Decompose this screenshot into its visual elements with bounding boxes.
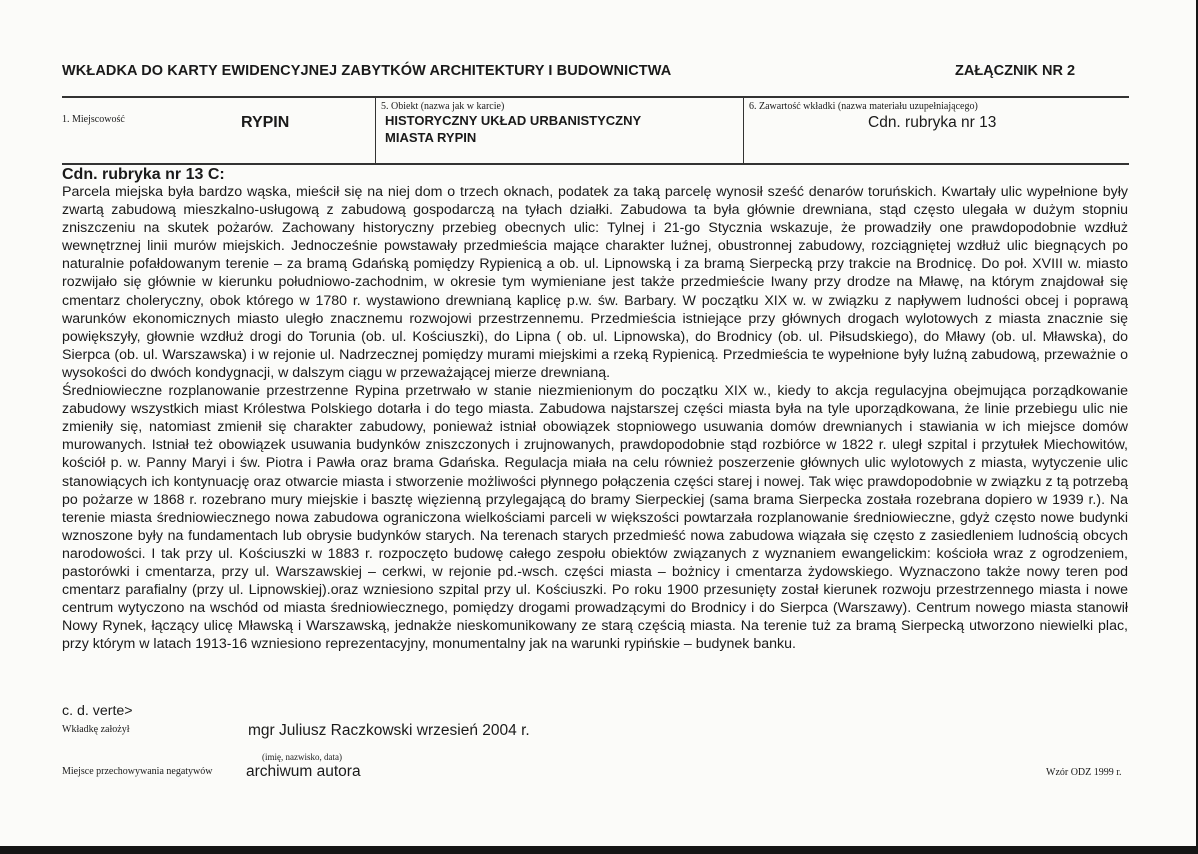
verte-note: c. d. verte>	[62, 703, 133, 719]
body-paragraph: Średniowieczne rozplanowanie przestrzenne Rypina przetrwało w stanie niezmienionym do początku XIX w., kiedy to akcja regulacyjna obejmująca porządkowanie zabudowy wszystkich miast Królestwa Polskiego dotarła i do tego miasta. Zabudowa najstarszej części miasta była na tyle uporządkowana, że linie przebiegu ulic nie zmieniły się, natomiast zmienił się charakter zabudowy, ponieważ istniał obowiązek stopniowego usuwania domów drewnianych i stawiania w ich miejsce domów murowanych. Istniał też obowiązek usuwania budynków zniszczonych i zrujnowanych, prawdopodobnie stąd rozbiórce w 1822 r. uległ szpital i przytułek Miechowitów, kościół p. w. Panny Maryi i św. Piotra i Pawła oraz brama Gdańska. Regulacja miała na celu również poszerzenie głównych ulic wylotowych z miasta, wytyczenie ulic stanowiących ich kontynuację oraz otwarcie miasta i stworzenie możliwości płynnego połączenia części starej i nowej. Tak więc prawdopodobnie w związku z tą potrzebą po pożarze w 1868 r. rozebrano mury miejskie i basztę więzienną przylegającą do bramy Sierpeckiej (sama brama Sierpecka została rozebrana dopiero w 1939 r.). Na terenie miasta średniowiecznego nowa zabudowa ograniczona wielkościami parceli w większości powtarzała rozplanowanie średniowieczne, gdyż często nowe budynki wznoszone były na fundamentach lub obrysie budynków starych. Na terenach starych przedmieść nowa zabudowa wiązała się często z zasiedleniem ludnością obcych narodowości. I tak przy ul. Kościuszki w 1883 r. rozpoczęto budowę całego zespołu obiektów związanych z wyznaniem ewangelickim: kościoła wraz z ogrodzeniem, pastorówki i cmentarza, przy ul. Warszawskiej – cerkwi, w rejonie pd.-wsch. części miasta – bożnicy i cmentarza żydowskiego. Wyznaczono także nowy teren pod cmentarz parafialny (przy ul. Lipnowskiej).oraz wzniesiono szpital przy ul. Kościuszki. Po roku 1900 przesunięty został kierunek rozwoju przestrzennego miasta i nowe centrum wytyczono na wschód od miasta średniowiecznego, pomiędzy drogami prowadzącymi do Brodnicy i do Sierpca (Warszawy). Centrum nowego miasta stanowił Nowy Rynek, łączący ulicę Mławską i Warszawską, jednakże nieskomunikowany ze starą częścią miasta. Na terenie tuż za bramą Sierpecką utworzono niewielki plac, przy którym w latach 1913-16 wzniesiono reprezentacyjny, monumentalny jak na warunki rypińskie – budynek banku.	[62, 383, 1128, 653]
object-value-line2: MIASTA RYPIN	[385, 130, 477, 145]
table-divider-1	[375, 97, 376, 164]
body-paragraph: Parcela miejska była bardzo wąska, mieścił się na niej dom o trzech oknach, podatek za taką parcelę wynosił sześć denarów toruńskich. Kwartały ulic wypełnione były zwartą zabudową mieszkalno-usługową z zabudową gospodarczą na tyłach działki. Zabudowa ta była głównie drewniana, stąd często ulegała w dużym stopniu zniszczeniu na skutek pożarów. Zachowany historyczny przebieg obecnych ulic: Tylnej i 21-go Stycznia wskazuje, że prowadziły one prawdopodobnie wzdłuż wewnętrznej linii murów miejskich. Jednocześnie powstawały przedmieścia mające charakter luźnej, obustronnej zabudowy, rozciągniętej wzdłuż ulic biegnących po naturalnie pofałdowanym terenie – za bramą Gdańską pomiędzy Rypienicą a ob. ul. Lipnowską i za bramą Sierpecką przy trakcie na Brodnicę. Do poł. XVIII w. miasto rozwijało się głównie w kierunku południowo-zachodnim, w okresie tym wymieniane jest także przedmieście Iwany przy drodze na Mławę, na którym znajdował się cmentarz choleryczny, obok którego w 1780 r. wystawiono drewnianą kaplicę p.w. św. Barbary. W początku XIX w. w związku z napływem ludności obcej i poprawą warunków ekonomicznych miasto uległo znacznemu rozwojowi przestrzennemu. Przedmieścia istniejące przy głównych drogach wylotowych z miasta znacznie się powiększyły, głownie wzdłuż drogi do Torunia (ob. ul. Kościuszki), do Lipna ( ob. ul. Lipnowska), do Brodnicy (ob. ul. Piłsudskiego), do Mławy (ob. ul. Mławska), do Sierpca (ob. ul. Warszawska) i w rejonie ul. Nadrzecznej pomiędzy murami miejskimi a rzeką Rypienicą. Przedmieścia te wypełnione były luźną zabudową, przeważnie o wysokości do dwóch kondygnacji, w dalszym ciągu w przeważającej mierze drewnianą.	[62, 184, 1128, 381]
author-value: mgr Juliusz Raczkowski wrzesień 2004 r.	[248, 722, 530, 739]
body-text	[62, 183, 1128, 653]
table-bottom-rule	[62, 163, 1129, 165]
content-label: 6. Zawartość wkładki (nazwa materiału uzupełniającego)	[749, 101, 978, 112]
form-code: Wzór ODZ 1999 r.	[1046, 767, 1122, 778]
content-value: Cdn. rubryka nr 13	[868, 114, 997, 131]
locality-label: 1. Miejscowość	[62, 114, 125, 125]
locality-value: RYPIN	[241, 114, 290, 131]
annex-label: ZAŁĄCZNIK NR 2	[955, 63, 1076, 79]
table-divider-2	[743, 97, 744, 164]
object-label: 5. Obiekt (nazwa jak w karcie)	[381, 101, 505, 112]
author-label: Wkładkę założył	[62, 724, 130, 735]
section-title: Cdn. rubryka nr 13 C:	[62, 166, 225, 183]
object-value-line1: HISTORYCZNY UKŁAD URBANISTYCZNY	[385, 113, 642, 128]
negatives-value: archiwum autora	[246, 763, 361, 780]
document-title: WKŁADKA DO KARTY EWIDENCYJNEJ ZABYTKÓW ARCHITEKTURY I BUDOWNICTWA	[62, 63, 672, 79]
author-hint: (imię, nazwisko, data)	[262, 752, 342, 762]
table-top-rule	[62, 96, 1129, 98]
negatives-label: Miejsce przechowywania negatywów	[62, 766, 213, 777]
